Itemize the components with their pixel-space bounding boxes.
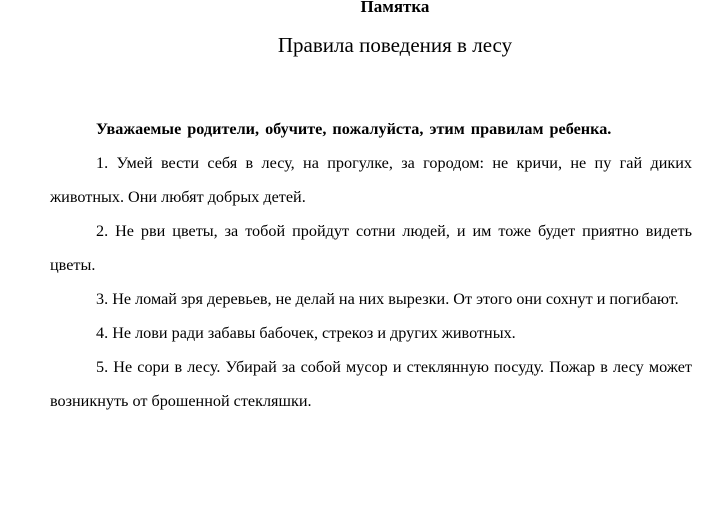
rules-title: Правила поведения в лесу bbox=[277, 33, 513, 57]
rule-2: 2. Не рви цветы, за тобой пройдут сотни людей, и им тоже будет приятно видеть цветы. bbox=[50, 222, 692, 274]
rule-4: 4. Не лови ради забавы бабочек, стрекоз и других животных. bbox=[96, 324, 516, 342]
rule-5: 5. Не сори в лесу. Убирай за собой мусор и стеклянную посуду. Пожар в лесу может возникнуть от брошенной стекляшки. bbox=[50, 358, 692, 410]
rule-3: 3. Не ломай зря деревьев, не делай на них вырезки. От этого они сохнут и погибают. bbox=[96, 290, 679, 308]
document-body bbox=[50, 112, 692, 418]
memo-title: Памятка bbox=[360, 0, 430, 16]
rule-1: 1. Умей вести себя в лесу, на прогулке, за городом: не кричи, не пу гай диких животных. Они любят добрых детей. bbox=[50, 154, 692, 206]
intro-paragraph: Уважаемые родители, обучите, пожалуйста, этим правилам ребенка. bbox=[96, 120, 612, 138]
